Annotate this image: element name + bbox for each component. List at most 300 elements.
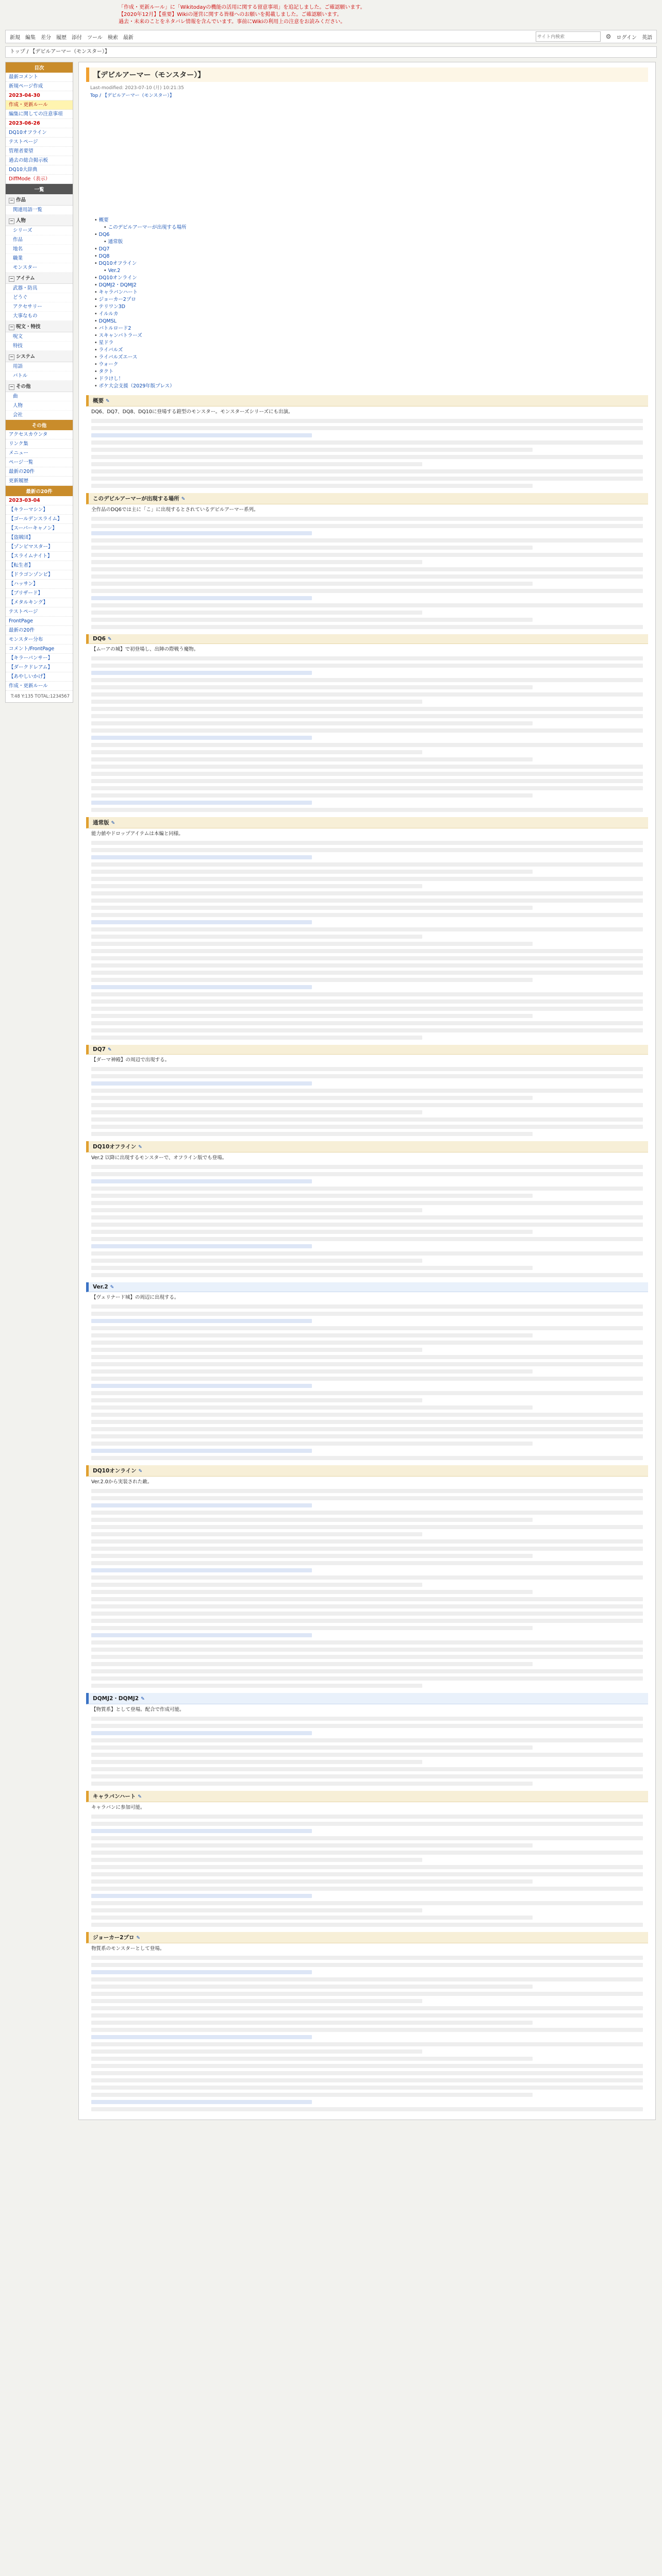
text-line: [91, 2035, 312, 2039]
text-line: [91, 664, 643, 668]
text-line: [91, 2086, 643, 2090]
recent-page-link[interactable]: 【ダークドレアム】: [6, 663, 73, 672]
section-heading: [86, 493, 648, 504]
login-link[interactable]: ログイン: [616, 35, 637, 41]
section-paragraph: 物質系のモンスターとして登場。: [91, 1946, 165, 1952]
recent-page-link[interactable]: 【ハッサン】: [6, 580, 73, 589]
sidebar-menu-item[interactable]: 2023-04-30: [6, 91, 73, 100]
toolbar-tools[interactable]: ツール: [87, 35, 103, 41]
sidebar-category-link[interactable]: 関連用語一覧: [6, 206, 73, 215]
recent-page-link[interactable]: 【転生者】: [6, 561, 73, 570]
sidebar-other-item[interactable]: 更新履歴: [6, 477, 73, 486]
text-line: [91, 1901, 643, 1905]
text-line: [91, 589, 643, 593]
edit-icon[interactable]: ✎: [141, 1697, 145, 1702]
text-line: [91, 1511, 643, 1515]
text-line: [91, 1312, 643, 1316]
section-body-lines: [91, 419, 643, 488]
text-line: [91, 1028, 643, 1032]
sidebar-category-link[interactable]: 呪文: [6, 332, 73, 342]
text-line: [91, 1662, 533, 1666]
text-line: [91, 1489, 643, 1493]
text-line: [91, 2100, 312, 2104]
text-line: [91, 1655, 643, 1659]
text-line: [91, 2021, 533, 2025]
text-line: [91, 1547, 643, 1551]
section-heading: [86, 817, 648, 828]
sidebar-category-link[interactable]: シリーズ: [6, 226, 73, 235]
text-line: [91, 870, 533, 874]
section-paragraph: 【ダーマ神殿】の周辺で出現する。: [91, 1057, 170, 1063]
sidebar-category[interactable]: [6, 273, 73, 284]
toc-item[interactable]: • タクト: [94, 368, 648, 376]
section-heading-text: DQ7: [93, 1046, 106, 1053]
text-line: [91, 1179, 312, 1183]
text-line: [91, 1760, 422, 1764]
sidebar-menu-item[interactable]: DiffMode（表示）: [6, 175, 73, 184]
toc-item[interactable]: • ウォーク: [94, 361, 648, 368]
text-line: [91, 553, 643, 557]
edit-icon[interactable]: ✎: [106, 399, 110, 404]
text-line: [91, 1132, 533, 1136]
sidebar-other-item[interactable]: リンク集: [6, 439, 73, 449]
recent-page-link[interactable]: 【盗賊団】: [6, 533, 73, 543]
text-line: [91, 1894, 312, 1898]
text-line: [91, 786, 643, 790]
sidebar-recent: [6, 505, 73, 691]
sidebar-category-link[interactable]: 会社: [6, 411, 73, 420]
edit-icon[interactable]: ✎: [138, 1469, 142, 1474]
text-line: [91, 1985, 533, 1989]
text-line: [91, 2049, 422, 2054]
sidebar-menu-item[interactable]: 管理者要望: [6, 147, 73, 156]
text-line: [91, 1103, 643, 1107]
section-heading: [86, 1465, 648, 1477]
gear-icon[interactable]: ⚙: [605, 33, 611, 40]
section-heading-text: Ver.2: [93, 1284, 108, 1290]
text-line: [91, 517, 643, 521]
section-body-lines: [91, 656, 643, 812]
toc-item[interactable]: • Ver.2: [104, 267, 648, 275]
section-paragraph: キャラバンに参加可能。: [91, 1805, 145, 1810]
text-line: [91, 1125, 643, 1129]
toc-item[interactable]: • 星ドラ: [94, 340, 648, 347]
expand-icon[interactable]: −: [9, 276, 14, 282]
recent-page-link[interactable]: 最新の20件: [6, 626, 73, 635]
text-line: [91, 1597, 643, 1601]
text-line: [91, 1413, 643, 1417]
recent-page-link[interactable]: 作成・更新ルール: [6, 682, 73, 691]
text-line: [91, 1887, 643, 1891]
text-line: [91, 1074, 643, 1078]
search-input[interactable]: [536, 31, 601, 42]
text-line: [91, 1575, 643, 1580]
section-heading: [86, 634, 648, 644]
text-line: [91, 1992, 643, 1996]
text-line: [91, 531, 312, 535]
sidebar-heading-list: 一覧: [6, 184, 73, 194]
text-line: [91, 1956, 643, 1960]
text-line: [91, 848, 643, 852]
text-line: [91, 1676, 643, 1681]
recent-date: 2023-03-04: [6, 496, 73, 505]
section-heading: [86, 1141, 648, 1153]
sidebar-category[interactable]: [6, 321, 73, 332]
section-heading: [86, 1045, 648, 1055]
text-line: [91, 1384, 312, 1388]
text-line: [91, 985, 312, 989]
text-line: [91, 433, 312, 437]
table-of-contents: [94, 217, 648, 390]
text-line: [91, 1081, 312, 1086]
toc-item[interactable]: • イルルカ: [94, 311, 648, 318]
sections: [86, 395, 648, 2111]
text-line: [91, 1815, 643, 1819]
recent-page-link[interactable]: 【スーパーキャノン】: [6, 524, 73, 533]
text-line: [91, 1872, 643, 1876]
text-line: [91, 1525, 643, 1529]
section-body-lines: [91, 841, 643, 1040]
section-heading-text: 通常版: [93, 820, 109, 826]
sidebar-category-link[interactable]: 武器・防具: [6, 284, 73, 293]
recent-page-link[interactable]: 【スライムナイト】: [6, 552, 73, 561]
text-line: [91, 891, 643, 895]
recent-page-link[interactable]: コメント/FrontPage: [6, 645, 73, 654]
text-line: [91, 1348, 422, 1352]
notice-line[interactable]: 「作成・更新ルール」に「Wikitodayの機能の活用に関する留意事項」を追記しました。ご確認願います。: [119, 5, 366, 10]
toc-item[interactable]: • ライバルズ: [94, 347, 648, 354]
text-line: [91, 801, 312, 805]
recent-page-link[interactable]: モンスター分布: [6, 635, 73, 645]
text-line: [91, 855, 312, 859]
text-line: [91, 611, 422, 615]
toc-item[interactable]: • テリワン3D: [94, 303, 648, 311]
sidebar-categories: [6, 194, 73, 420]
toolbar-history[interactable]: 履歴: [56, 35, 67, 41]
recent-page-link[interactable]: 【ゴールデンスライム】: [6, 515, 73, 524]
sidebar-menu-item[interactable]: 新規ページ作成: [6, 82, 73, 91]
toc-item[interactable]: • バトルロード2: [94, 325, 648, 332]
sidebar-menu-item[interactable]: DQ10オフライン: [6, 128, 73, 138]
text-line: [91, 1259, 422, 1263]
breadcrumb[interactable]: トップ / 【デビルアーマー（モンスター）】: [5, 46, 657, 58]
sidebar-menu-item[interactable]: 過去の総合掲示板: [6, 156, 73, 165]
text-line: [91, 899, 643, 903]
recent-page-link[interactable]: 【ドラゴンゾンビ】: [6, 570, 73, 580]
expand-icon[interactable]: −: [9, 354, 14, 360]
sidebar-menu-item[interactable]: 編集に関しての注意事項: [6, 110, 73, 119]
text-line: [91, 484, 533, 488]
sidebar-other: [6, 430, 73, 486]
text-line: [91, 1172, 643, 1176]
edit-icon[interactable]: ✎: [136, 1936, 140, 1941]
toc-item[interactable]: • キャラバンハート: [94, 289, 648, 296]
text-line: [91, 1619, 643, 1623]
sidebar-category-link[interactable]: 作品: [6, 235, 73, 245]
sidebar-menu-item[interactable]: テストページ: [6, 138, 73, 147]
toc-item[interactable]: • DQMSL: [94, 318, 648, 325]
last-modified: Last-modified: 2023-07-10 (月) 10:21:35: [90, 86, 184, 91]
sidebar-menu-item[interactable]: 作成・更新ルール: [6, 100, 73, 110]
text-line: [91, 2057, 533, 2061]
text-line: [91, 477, 643, 481]
layout: [5, 62, 657, 2120]
sidebar-category-link[interactable]: 曲: [6, 392, 73, 401]
text-line: [91, 963, 643, 968]
toolbar-edit[interactable]: 編集: [25, 35, 36, 41]
text-line: [91, 1626, 533, 1630]
text-line: [91, 949, 643, 953]
edit-icon[interactable]: ✎: [111, 821, 115, 826]
text-line: [91, 1532, 422, 1536]
text-line: [91, 1554, 533, 1558]
sidebar-heading-other: その他: [6, 420, 73, 430]
toc-item[interactable]: • DQ7: [94, 246, 648, 253]
section-paragraph: Ver.2 以降に出現するモンスターで、オフライン版でも登場。: [91, 1155, 227, 1161]
text-line: [91, 1684, 422, 1688]
text-line: [91, 1165, 643, 1169]
page: [5, 0, 657, 2120]
sidebar-category-link[interactable]: 地名: [6, 245, 73, 254]
text-line: [91, 2013, 643, 2018]
text-line: [91, 1970, 312, 1974]
sidebar-category-link[interactable]: 人物: [6, 401, 73, 411]
recent-page-link[interactable]: テストページ: [6, 607, 73, 617]
sidebar-category-link[interactable]: 大事なもの: [6, 312, 73, 321]
text-line: [91, 1745, 533, 1750]
edit-icon[interactable]: ✎: [107, 637, 112, 642]
text-line: [91, 942, 533, 946]
sidebar-other-item[interactable]: アクセスカウンタ: [6, 430, 73, 439]
section-heading-text: このデビルアーマーが出現する場所: [93, 496, 179, 502]
toc-item[interactable]: • スキャンバトラーズ: [94, 332, 648, 340]
toc-item[interactable]: • このデビルアーマーが出現する場所: [104, 224, 648, 231]
access-counter: T:48 Y:135 TOTAL:1234567: [10, 694, 70, 699]
text-line: [91, 757, 533, 761]
recent-page-link[interactable]: 【ブリザード】: [6, 589, 73, 598]
toc-item[interactable]: • ドラけし！: [94, 376, 648, 383]
text-line: [91, 1244, 312, 1248]
toolbar-diff[interactable]: 差分: [41, 35, 51, 41]
section-body-lines: [91, 1489, 643, 1688]
text-line: [91, 524, 643, 528]
section-heading: [86, 1932, 648, 1943]
section-body-lines: [91, 1304, 643, 1460]
sidebar-category-label: システム: [16, 354, 36, 360]
section-heading-text: 概要: [93, 398, 104, 404]
top-toolbar: [5, 30, 657, 43]
text-line: [91, 1434, 643, 1438]
text-line: [91, 538, 643, 543]
edit-icon[interactable]: ✎: [107, 1047, 112, 1053]
text-line: [91, 808, 643, 812]
recent-page-link[interactable]: 【あやしいかげ】: [6, 672, 73, 682]
section-heading: [86, 1693, 648, 1704]
text-line: [91, 1007, 643, 1011]
text-line: [91, 1266, 533, 1270]
sidebar-category-link[interactable]: モンスター: [6, 263, 73, 273]
sidebar-other-item[interactable]: ページ一覧: [6, 458, 73, 467]
toolbar-new[interactable]: 新規: [10, 35, 20, 41]
section-paragraph: 【ムーアの城】で初登場し、出陣の際戦う魔物。: [91, 647, 199, 652]
text-line: [91, 1096, 533, 1100]
section-heading-text: DQ10オンライン: [93, 1468, 137, 1474]
sidebar-category-link[interactable]: 職業: [6, 254, 73, 263]
toolbar-attach[interactable]: 添付: [72, 35, 82, 41]
text-line: [91, 728, 643, 733]
sidebar-category[interactable]: [6, 194, 73, 206]
toolbar-search[interactable]: 検索: [107, 35, 118, 41]
text-line: [91, 700, 422, 704]
text-line: [91, 1963, 643, 1967]
toc-item[interactable]: • ライバルズエース: [94, 354, 648, 361]
section-heading-text: DQMJ2・DQMJ2: [93, 1696, 139, 1702]
toc-item[interactable]: • DQ10オンライン: [94, 275, 648, 282]
toc-item[interactable]: • 通常版: [104, 239, 648, 246]
expand-icon[interactable]: −: [9, 325, 14, 330]
sidebar-category-label: 作品: [16, 197, 26, 203]
text-line: [91, 1518, 533, 1522]
section-body-lines: [91, 1717, 643, 1786]
text-line: [91, 707, 643, 711]
text-line: [91, 884, 422, 888]
text-line: [91, 567, 643, 571]
text-line: [91, 1822, 643, 1826]
recent-page-link[interactable]: 【キラーパンサー】: [6, 654, 73, 663]
notice-line[interactable]: 過去・未来のことをネタバレ情報を含んでいます。事前にWikiの利用上の注意をお読みください。: [119, 19, 346, 25]
text-line: [91, 2006, 643, 2010]
text-line: [91, 1273, 643, 1277]
sidebar-category[interactable]: [6, 215, 73, 226]
topic-path[interactable]: Top / 【デビルアーマー（モンスター）】: [90, 93, 174, 98]
text-line: [91, 1829, 312, 1833]
text-line: [91, 927, 643, 931]
page-title: [86, 67, 648, 82]
text-line: [91, 1879, 533, 1884]
expand-icon[interactable]: −: [9, 218, 14, 224]
section-paragraph: 【物質系】として登場。配合で作成可能。: [91, 1707, 185, 1713]
text-line: [91, 779, 643, 783]
toc-item[interactable]: • DQMJ2・DQMJ2: [94, 282, 648, 289]
edit-icon[interactable]: ✎: [110, 1285, 114, 1290]
sidebar-category-link[interactable]: 用語: [6, 362, 73, 371]
text-line: [91, 1503, 312, 1507]
text-line: [91, 2028, 643, 2032]
edit-icon[interactable]: ✎: [181, 497, 186, 502]
toolbar-recent[interactable]: 最新: [123, 35, 134, 41]
text-line: [91, 935, 422, 939]
text-line: [91, 1398, 422, 1402]
text-line: [91, 469, 643, 473]
text-line: [91, 1251, 643, 1256]
text-line: [91, 743, 643, 747]
sidebar-category-label: 呪文・特技: [16, 324, 41, 330]
text-line: [91, 625, 643, 629]
toc-item[interactable]: • DQ10オフライン: [94, 260, 648, 267]
text-line: [91, 1858, 422, 1862]
sidebar-category-link[interactable]: 特技: [6, 342, 73, 351]
text-line: [91, 1089, 643, 1093]
text-line: [91, 1369, 533, 1374]
text-line: [91, 913, 643, 917]
text-line: [91, 1110, 422, 1114]
text-line: [91, 2064, 643, 2068]
text-line: [91, 1496, 643, 1500]
text-line: [91, 1341, 643, 1345]
text-line: [91, 1561, 643, 1565]
toc-item[interactable]: • ジョーカー2プロ: [94, 296, 648, 303]
language-link[interactable]: 英語: [642, 35, 652, 41]
sidebar-category-link[interactable]: バトル: [6, 371, 73, 381]
edit-icon[interactable]: ✎: [138, 1794, 142, 1800]
section-heading-text: DQ10オフライン: [93, 1144, 137, 1150]
sidebar-other-item[interactable]: 最新の20件: [6, 467, 73, 477]
text-line: [91, 1391, 643, 1395]
text-line: [91, 793, 533, 798]
sidebar-menu-item[interactable]: 2023-06-26: [6, 119, 73, 128]
recent-page-link[interactable]: 【ゾンビマスター】: [6, 543, 73, 552]
recent-page-link[interactable]: FrontPage: [6, 617, 73, 626]
section-body-lines: [91, 517, 643, 629]
edit-icon[interactable]: ✎: [138, 1145, 142, 1150]
text-line: [91, 1067, 643, 1071]
sidebar-menu-item[interactable]: 最新コメント: [6, 73, 73, 82]
toc-item[interactable]: • 概要: [94, 217, 648, 224]
sidebar-category[interactable]: [6, 351, 73, 362]
recent-page-link[interactable]: 【キラーマシン】: [6, 505, 73, 515]
text-line: [91, 1568, 312, 1572]
text-line: [91, 560, 422, 564]
section-body-lines: [91, 1815, 643, 1927]
text-line: [91, 1908, 422, 1912]
text-line: [91, 772, 643, 776]
text-line: [91, 1724, 643, 1728]
sidebar-other-item[interactable]: メニュー: [6, 449, 73, 458]
toc-item[interactable]: • DQ6: [94, 231, 648, 239]
toc-item[interactable]: • DQ8: [94, 253, 648, 260]
text-line: [91, 678, 643, 682]
toc-item[interactable]: • ポケ大会支援（2029年版プレス）: [94, 383, 648, 390]
sidebar-category[interactable]: [6, 381, 73, 392]
expand-icon[interactable]: −: [9, 384, 14, 390]
text-line: [91, 1362, 643, 1366]
sidebar-category-link[interactable]: アクセサリー: [6, 302, 73, 312]
sidebar-category-label: その他: [16, 384, 31, 389]
text-line: [91, 877, 643, 881]
notice-line[interactable]: 【2020年12月】【重要】Wikiの運営に関する皆様へのお願いを掲載しました。ご確認願います。: [119, 12, 342, 18]
text-line: [91, 1442, 533, 1446]
expand-icon[interactable]: −: [9, 198, 14, 204]
text-line: [91, 1669, 643, 1673]
text-line: [91, 1208, 422, 1212]
section-heading: [86, 1282, 648, 1292]
text-line: [91, 1187, 643, 1191]
sidebar-heading-recent: 最新の20件: [6, 486, 73, 496]
text-line: [91, 721, 533, 725]
text-line: [91, 999, 643, 1004]
section-heading-text: DQ6: [93, 636, 106, 642]
text-line: [91, 736, 312, 740]
text-line: [91, 1377, 643, 1381]
text-line: [91, 1319, 312, 1323]
recent-page-link[interactable]: 【メタルキング】: [6, 598, 73, 607]
sidebar-category-link[interactable]: どうぐ: [6, 293, 73, 302]
text-line: [91, 603, 643, 607]
sidebar-menu-item[interactable]: DQ10大辞典: [6, 165, 73, 175]
text-line: [91, 971, 643, 975]
text-line: [91, 1774, 643, 1778]
text-line: [91, 714, 643, 718]
